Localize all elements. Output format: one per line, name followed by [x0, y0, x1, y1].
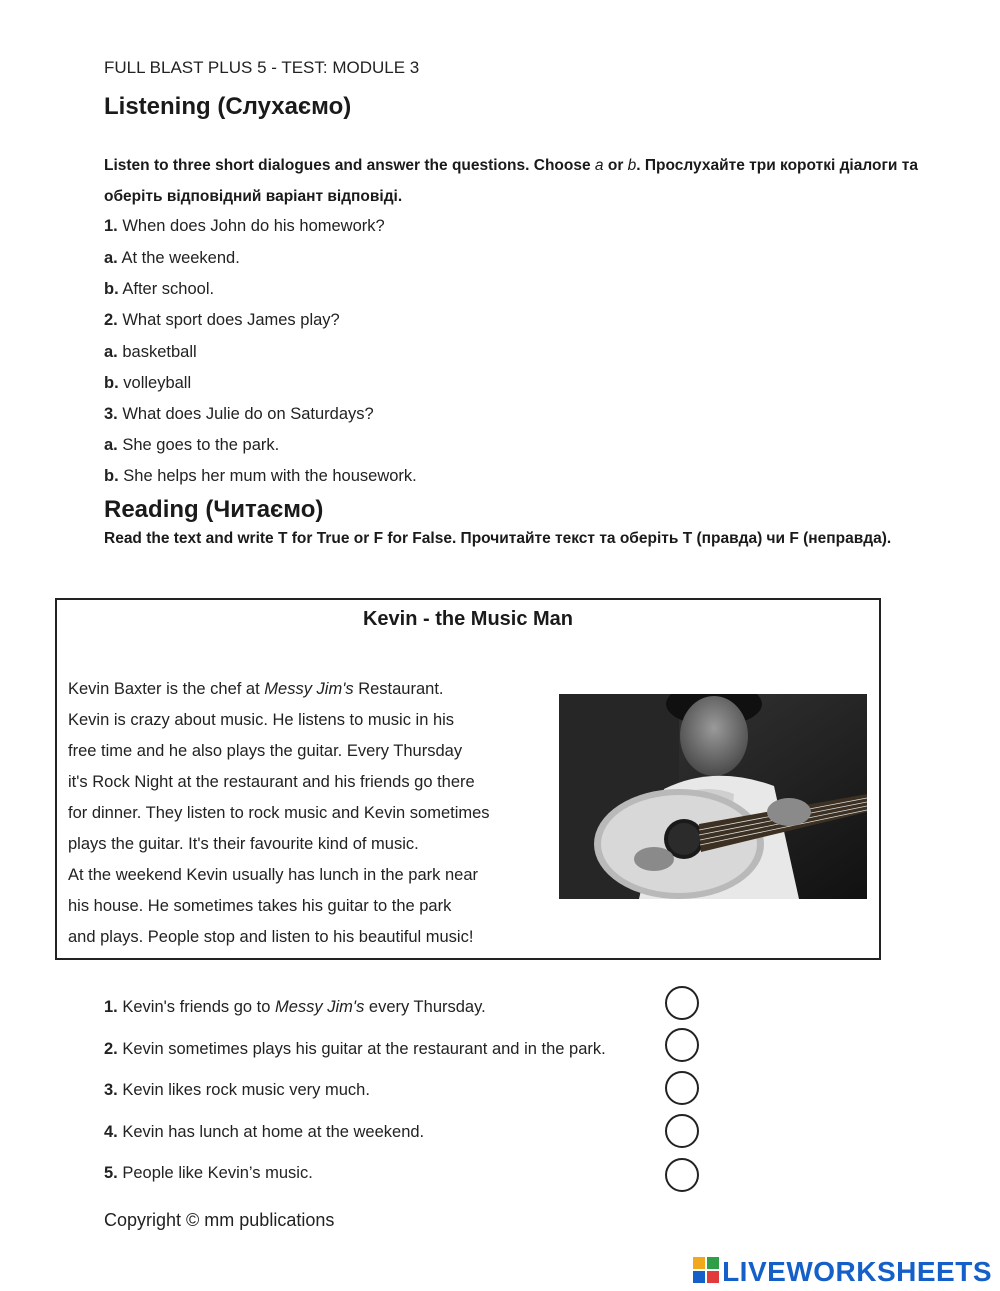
listening-line: 2. What sport does James play? [104, 311, 340, 329]
liveworksheets-logo [693, 1256, 992, 1288]
listening-line: b. After school. [104, 280, 215, 298]
guitarist-photo [559, 694, 867, 899]
statement-2: 2. Kevin sometimes plays his guitar at the restaurant and in the park. [104, 1040, 606, 1058]
listening-line: a. At the weekend. [104, 249, 240, 267]
passage-line: his house. He sometimes takes his guitar to the park [68, 897, 452, 915]
listening-line: a. basketball [104, 343, 197, 361]
statement-1: 1. Kevin's friends go to Messy Jim's every Thursday. [104, 998, 486, 1016]
reading-instruction: Read the text and write T for True or F for False. Прочитайте текст та оберіть T (правда) чи F (неправда). [104, 530, 892, 547]
passage-line: Kevin is crazy about music. He listens to music in his [68, 711, 455, 729]
passage-line: Kevin Baxter is the chef at Messy Jim's Restaurant. [68, 680, 444, 698]
passage-line: free time and he also plays the guitar. Every Thursday [68, 742, 463, 760]
listening-line: b. volleyball [104, 374, 192, 392]
listening-line: 3. What does Julie do on Saturdays? [104, 405, 374, 423]
liveworksheets-mark-icon [693, 1257, 719, 1288]
passage-line: for dinner. They listen to rock music and Kevin sometimes [68, 804, 490, 822]
reading-title: Reading (Читаємо) [104, 496, 324, 523]
answer-circle-3[interactable] [665, 1071, 699, 1105]
statement-5: 5. People like Kevin’s music. [104, 1164, 313, 1182]
statement-3: 3. Kevin likes rock music very much. [104, 1081, 370, 1099]
reading-text-title: Kevin - the Music Man [362, 608, 574, 630]
listening-title: Listening (Слухаємо) [104, 93, 352, 120]
passage-line: it's Rock Night at the restaurant and his friends go there [68, 773, 475, 791]
statement-4: 4. Kevin has lunch at home at the weekend. [104, 1123, 425, 1141]
answer-circle-5[interactable] [665, 1158, 699, 1192]
answer-circle-4[interactable] [665, 1114, 699, 1148]
listening-line: b. She helps her mum with the housework. [104, 467, 417, 485]
listening-line: 1. When does John do his homework? [104, 217, 385, 235]
page-header: FULL BLAST PLUS 5 - TEST: MODULE 3 [104, 58, 420, 77]
passage-line: and plays. People stop and listen to his beautiful music! [68, 928, 474, 946]
answer-circle-1[interactable] [665, 986, 699, 1020]
passage-line: At the weekend Kevin usually has lunch in the park near [68, 866, 479, 884]
reading-text-box [55, 598, 881, 960]
passage-line: plays the guitar. It's their favourite kind of music. [68, 835, 419, 853]
copyright-notice: Copyright © mm publications [104, 1210, 335, 1230]
logo-text: LIVEWORKSHEETS [722, 1256, 992, 1287]
listening-instruction: Listen to three short dialogues and answer the questions. Choose a or b. Прослухайте три короткі діалоги та оберіть відповідний варіант відповіді. [104, 157, 918, 205]
answer-circle-2[interactable] [665, 1028, 699, 1062]
reading-passage [68, 674, 538, 953]
listening-line: a. She goes to the park. [104, 436, 280, 454]
